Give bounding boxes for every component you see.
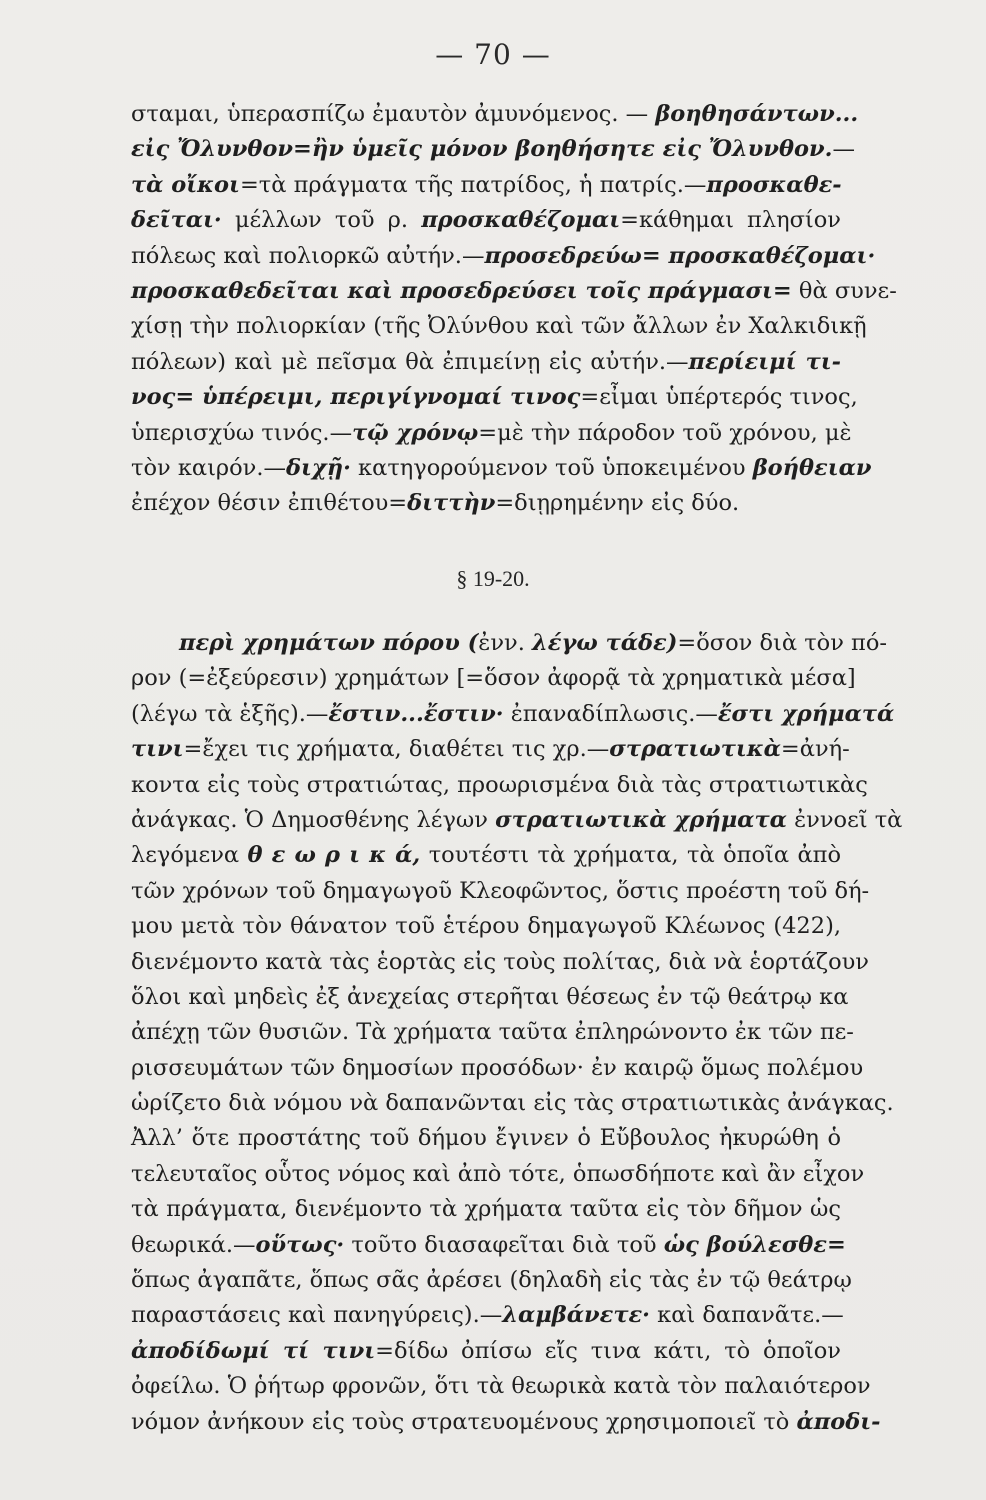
- lemma-term: προσκαθε-: [706, 171, 842, 198]
- text-run: —: [832, 136, 855, 163]
- text-line: [131, 97, 859, 132]
- text-line: [131, 345, 841, 380]
- text-line: [131, 1298, 844, 1333]
- text-run: τὰ πράγματα, διενέμοντο τὰ χρήματα ταῦτα εἰς τὸν δῆμον ὡς: [131, 1196, 841, 1223]
- lemma-term: προσκαθέζομαι: [421, 207, 621, 234]
- text-run: ἐννοεῖ τὰ: [786, 806, 903, 833]
- lemma-term: βοήθειαν: [752, 454, 872, 481]
- text-line: [131, 980, 849, 1015]
- lemma-term: προσκαθεδεῖται καὶ προσεδρεύσει τοῖς πράγμασι=: [131, 277, 792, 304]
- text-run: θεωρικά.—: [131, 1231, 256, 1258]
- text-run: =ἀνή-: [780, 736, 850, 763]
- lemma-term: νος= ὑπέρειμι, περιγίγνομαί τινος: [131, 384, 581, 411]
- text-line: [131, 1157, 865, 1192]
- lemma-term: τὰ οἴκοι: [131, 171, 240, 198]
- text-line: [131, 451, 872, 486]
- text-line: [131, 661, 856, 696]
- text-run: σταμαι, ὑπερασπίζω ἐμαυτὸν ἀμυνόμενος. —: [131, 101, 656, 127]
- text-line: [131, 909, 841, 944]
- text-line: [131, 239, 876, 274]
- text-run: διενέμοντο κατὰ τὰς ἑορτὰς εἰς τοὺς πολίτας, διὰ νὰ ἑορτάζουν: [131, 948, 869, 975]
- text-run: ἐνν.: [478, 630, 533, 656]
- text-line: [131, 486, 841, 521]
- text-run: λεγόμενα: [131, 842, 248, 869]
- text-line: [131, 945, 869, 980]
- text-run: τοῦτο διασαφεῖται διὰ τοῦ: [344, 1231, 664, 1258]
- text-line: [131, 416, 852, 451]
- lemma-term: ἀποδίδωμί τί τινι: [131, 1337, 376, 1364]
- text-line: [131, 132, 855, 167]
- text-line: [131, 803, 903, 838]
- lemma-term: λέγω τάδε): [532, 630, 678, 656]
- text-run: μέλλων τοῦ ρ.: [221, 207, 422, 234]
- text-run: κατηγορούμενον τοῦ ὑποκειμένου: [350, 454, 753, 481]
- lemma-term: τινι: [131, 736, 184, 763]
- lemma-term: ἔστιν...ἔστιν·: [328, 700, 504, 727]
- text-run: μου μετὰ τὸν θάνατον τοῦ ἑτέρου δημαγωγοῦ Κλέωνος (422),: [131, 913, 841, 940]
- lemma-term: περὶ χρημάτων πόρου (: [179, 630, 479, 656]
- text-line: [131, 1015, 854, 1050]
- text-run: τῶν χρόνων τοῦ δημαγωγοῦ Κλεοφῶντος, ὅστις προέστη τοῦ δή-: [131, 877, 870, 904]
- lemma-term: τῷ χρόνῳ: [352, 419, 479, 446]
- text-run: παραστάσεις καὶ πανηγύρεις).—: [131, 1302, 503, 1329]
- lemma-term: περίειμί τι-: [688, 348, 841, 375]
- text-run: ἐπέχον θέσιν ἐπιθέτου=: [131, 490, 408, 517]
- text-run: ρον (=ἐξεύρεσιν) χρημάτων [=ὅσον ἀφορᾷ τὰ χρηματικὰ μέσα]: [131, 665, 856, 692]
- text-run: πόλεως καὶ πολιορκῶ αὐτήν.—: [131, 242, 485, 269]
- text-line: [131, 732, 850, 767]
- text-run: πόλεων) καὶ μὲ πεῖσμα θὰ ἐπιμείνῃ εἰς αὐτήν.—: [131, 348, 689, 375]
- text-run: ἐπαναδίπλωσις.—: [503, 700, 718, 727]
- lemma-term: εἰς Ὄλυνθον=ἢν ὑμεῖς μόνον βοηθήσητε εἰς Ὄλυνθον.: [131, 136, 833, 163]
- text-run: ὡρίζετο διὰ νόμου νὰ δαπανῶνται εἰς τὰς στρατιωτικὰς ἀνάγκας.: [131, 1090, 894, 1117]
- text-line: [131, 380, 858, 415]
- text-run: καὶ δαπανᾶτε.—: [650, 1302, 844, 1329]
- text-line: [131, 1405, 881, 1440]
- text-line: [131, 1121, 841, 1156]
- text-line: [131, 1228, 846, 1263]
- text-run: =μὲ τὴν πάροδον τοῦ χρόνου, μὲ: [478, 419, 852, 446]
- text-line: [131, 1192, 841, 1227]
- text-run: τὸν καιρόν.—: [131, 454, 287, 481]
- lemma-term: διχῇ·: [286, 454, 351, 481]
- text-run: =ὅσον διὰ τὸν πό-: [677, 630, 887, 656]
- lemma-term: οὕτως·: [255, 1231, 345, 1258]
- text-run: =δίδω ὀπίσω εἴς τινα κάτι, τὸ ὁποῖον: [375, 1337, 841, 1364]
- text-line: [131, 309, 867, 344]
- text-run: ὅπως ἀγαπᾶτε, ὅπως σᾶς ἀρέσει (δηλαδὴ εἰς τὰς ἐν τῷ θεάτρῳ: [131, 1267, 852, 1294]
- text-line: [131, 1334, 841, 1369]
- lemma-term: βοηθησάντων...: [655, 101, 859, 127]
- lemma-term: δεῖται·: [131, 207, 222, 234]
- text-run: ρισσευμάτων τῶν δημοσίων προσόδων· ἐν καιρῷ ὅμως πολέμου: [131, 1054, 864, 1081]
- lemma-term: ἔστι χρήματά: [717, 700, 895, 727]
- text-line: [131, 838, 841, 873]
- text-line: [131, 203, 841, 238]
- lemma-term: ὡς βούλεσθε=: [663, 1231, 846, 1258]
- text-run: κοντα εἰς τοὺς στρατιώτας, προωρισμένα διὰ τὰς στρατιωτικὰς: [131, 771, 868, 798]
- text-line: [131, 1086, 894, 1121]
- text-run: ὀφείλω. Ὁ ῥήτωρ φρονῶν, ὅτι τὰ θεωρικὰ κατὰ τὸν παλαιότερον: [131, 1373, 871, 1400]
- text-run: ἀπέχῃ τῶν θυσιῶν. Τὰ χρήματα ταῦτα ἐπληρώνοντο ἐκ τῶν πε-: [131, 1019, 854, 1046]
- text-run: θὰ συνε-: [791, 277, 897, 304]
- text-line: [131, 1051, 864, 1086]
- text-run: ὅλοι καὶ μηδεὶς ἐξ ἀνεχείας στερῆται θέσεως ἐν τῷ θεάτρῳ κα: [131, 983, 849, 1010]
- text-run: νόμον ἀνήκουν εἰς τοὺς στρατευομένους χρησιμοποιεῖ τὸ: [131, 1408, 797, 1435]
- text-run: =τὰ πράγματα τῆς πατρίδος, ἡ πατρίς.—: [239, 171, 707, 198]
- text-run: Ἀλλ’ ὅτε προστάτης τοῦ δήμου ἔγινεν ὁ Εὔβουλος ἠκυρώθη ὁ: [131, 1125, 841, 1152]
- text-run: (λέγω τὰ ἑξῆς).—: [131, 700, 329, 727]
- text-line: [131, 274, 897, 309]
- text-line: [131, 874, 870, 909]
- text-run: χίσῃ τὴν πολιορκίαν (τῆς Ὀλύνθου καὶ τῶν ἄλλων ἐν Χαλκιδικῇ: [131, 313, 867, 340]
- text-run: =ἔχει τις χρήματα, διαθέτει τις χρ.—: [183, 736, 610, 763]
- text-run: =κάθημαι πλησίον: [620, 207, 841, 234]
- lemma-term: θ ε ω ρ ι κ ά,: [247, 842, 421, 869]
- text-line: [131, 626, 887, 661]
- text-run: ἀνάγκας. Ὁ Δημοσθένης λέγων: [131, 806, 496, 833]
- lemma-term: στρατιωτικὰ: [609, 736, 781, 763]
- text-line: [131, 1369, 871, 1404]
- commentary-block-1: [131, 97, 897, 522]
- text-line: [131, 697, 895, 732]
- text-run: τουτέστι τὰ χρήματα, τὰ ὁποῖα ἀπὸ: [420, 842, 841, 869]
- text-line: [131, 1263, 852, 1298]
- page-number: — 70 —: [435, 38, 551, 71]
- commentary-block-2: [131, 626, 903, 1440]
- text-run: =διῃρημένην εἰς δύο.: [495, 490, 740, 517]
- text-line: [131, 168, 841, 203]
- text-run: τελευταῖος οὗτος νόμος καὶ ἀπὸ τότε, ὁπωσδήποτε καὶ ἂν εἶχον: [131, 1160, 865, 1187]
- lemma-term: λαμβάνετε·: [502, 1302, 650, 1329]
- text-run: ὑπερισχύω τινός.—: [131, 419, 353, 446]
- lemma-term: ἀποδι-: [796, 1408, 881, 1435]
- lemma-term: στρατιωτικὰ χρήματα: [495, 806, 787, 833]
- text-run: =εἶμαι ὑπέρτερός τινος,: [580, 384, 858, 411]
- lemma-term: διττὴν: [407, 490, 496, 517]
- lemma-term: προσεδρεύω= προσκαθέζομαι·: [484, 242, 876, 269]
- text-line: [131, 768, 868, 803]
- section-heading: § 19-20.: [456, 566, 530, 591]
